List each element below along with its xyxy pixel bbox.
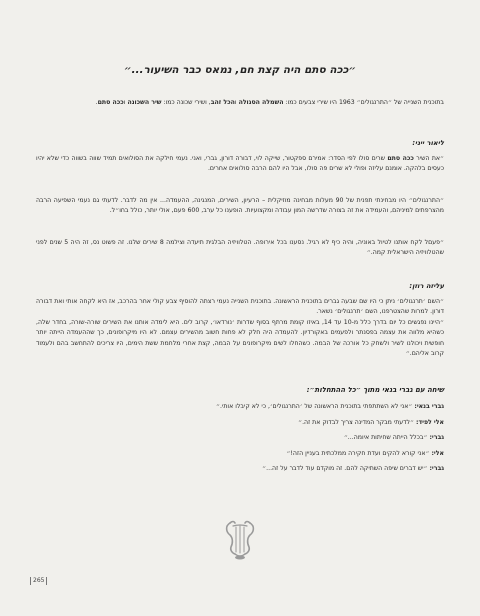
conversation-line <box>36 449 444 459</box>
speaker-name: גברי בנאי: <box>414 403 444 410</box>
speaker-quote: ״אני לא השתתפתי בתוכנית הראשונה של ׳התרנגולים׳, כי לא קיבלו אותי.״ <box>216 403 415 410</box>
intro-text: בתוכנית השנייה של ״התרנגולים״ 1963 היו שירי צבעים כמו: <box>283 99 444 106</box>
lior-paragraph-2: ״התרנגולים״ היו מבחינתי תפנית של 90 מעלות מבחינה מוזיקלית – הרעיון, השירים, המנגינה, ההעמדה... אין מה לדבר. לדעתי גם נעמי השפיעה הרבה מהצרפתים למיניהם, והעמידה את זה בצורה שדרשה המון עבודה ומקצועיות. הופענו כל ערב, 600 פעם, אולי יותר, כולל בחו״ל. <box>36 197 444 215</box>
lior-p1-rest: שרים סולו לפי הסדר: אמירם ספקטור, שייקה לוי, דבורה דורון, גברי, ואני. נעמי חילקה את הסולואים תמיד שווה בשווה כדי שלא יהיו כעסים בלהקה. אומנם עליזה ופולי לא שרים פה סולו, אבל היו להם הרבה סולואים אחרים. <box>36 155 444 173</box>
speaker-name: אלי: <box>431 449 444 457</box>
lior-paragraph-3: ״פעםל לקח אותנו לטיול באוניה, והיה כיף לא רגיל. נסענו בכל אירופה. הטלוויזיה הבלגית תיעדה וצילמה 8 שירים שלנו. זה פשוט נס, זה היה 5 שנים לפני שהטלוויזיה הישראלית קמה.״ <box>36 239 444 257</box>
intro-song-2: הכל זהב <box>210 99 235 106</box>
intro-song-4: ככה סתם <box>97 99 124 106</box>
lior-p1-song: ככה סתם <box>387 155 414 162</box>
aliza-paragraph-2: ״היינו נפגשים כל יום בדרך כלל מ-10 עד 14, באיזו קומת מרתף בסוף שדרות ׳נורדאו׳, קרוב לים. היא לימדה אותנו את השירים שורה-שורה, בחדר שלה, כשהיא מלווה את עצמה בפסנתר ולפעמים באקורדיון. להעמדה היה חלק לא פחות חשוב מהשירים עצמם. לא היו מיקרופונים, כך שההעמדה הייתה יותר חופשית ויכולנו לשיר ולשחק כל אורכה של הבמה. כשהחלו לשים מיקרופונים על הבמה, קצת אחרי מלחמת ששת הימים, היו צריכים להתחשב בהם ולעמוד קרוב אליהם.״ <box>36 319 444 358</box>
speaker-name: גברי: <box>429 465 444 473</box>
conversation-line <box>36 402 444 412</box>
speaker-quote: ״אני קורא להקים ועדת חקירה ממלכתית בעניין הזה!״ <box>286 449 432 457</box>
page-title: ״ככה סתם היה קצת חם, נמאס כבר השיעור...״ <box>124 64 356 76</box>
conversation-heading: שיחה עם גברי בנאי מתוך ״כל ההתחלות״: <box>306 386 444 394</box>
lyre-logo-icon <box>223 518 257 562</box>
intro-conjunction-2: ו <box>123 99 128 106</box>
speaker-quote: ״לדעתי מבקר המדינה צריך לבדוק את זה.״ <box>298 418 417 426</box>
intro-paragraph <box>36 98 444 108</box>
aliza-heading: עליזה רוזן: <box>409 282 444 290</box>
speaker-name: אלי לפיד: <box>416 418 444 426</box>
intro-conjunction-1: ו <box>234 99 239 106</box>
conversation-line <box>36 433 444 443</box>
intro-song-3: שיר השכונה <box>127 99 162 106</box>
speaker-name: גברי: <box>429 434 444 442</box>
conversation-line <box>36 418 444 428</box>
lior-p1-start: ״את השיר <box>413 155 445 162</box>
page-number: 265 <box>30 577 47 585</box>
lior-heading: ליאור ייני: <box>412 139 444 147</box>
speaker-quote: ״בכלל הייתה שחיתות איומה...״ <box>343 434 430 442</box>
intro-song-1: השמלה הסגולה <box>238 99 284 106</box>
intro-text-2: , ושירי שכונה כמו: <box>161 99 211 106</box>
intro-end: . <box>95 99 98 106</box>
speaker-quote: ״יש דברים שיפה השתיקה להם. זה מוקדם עוד לדבר על זה...״ <box>262 465 430 473</box>
conversation-line <box>36 464 444 474</box>
lior-paragraph-1 <box>36 154 444 175</box>
conversation-block <box>36 402 444 480</box>
aliza-paragraph-1: ״השם ׳תרנגולים׳ ניתן כי היו שם שבעה גברים בתוכנית הראשונה. בתוכנית השנייה נעמי רצתה להוסיף צבע קולי אחר בהרכב, אז היא לקחה אותי ואת דבורה דורון. למרות שהצטרפנו, השם ׳תרנגולים׳ נשאר. <box>36 298 444 316</box>
